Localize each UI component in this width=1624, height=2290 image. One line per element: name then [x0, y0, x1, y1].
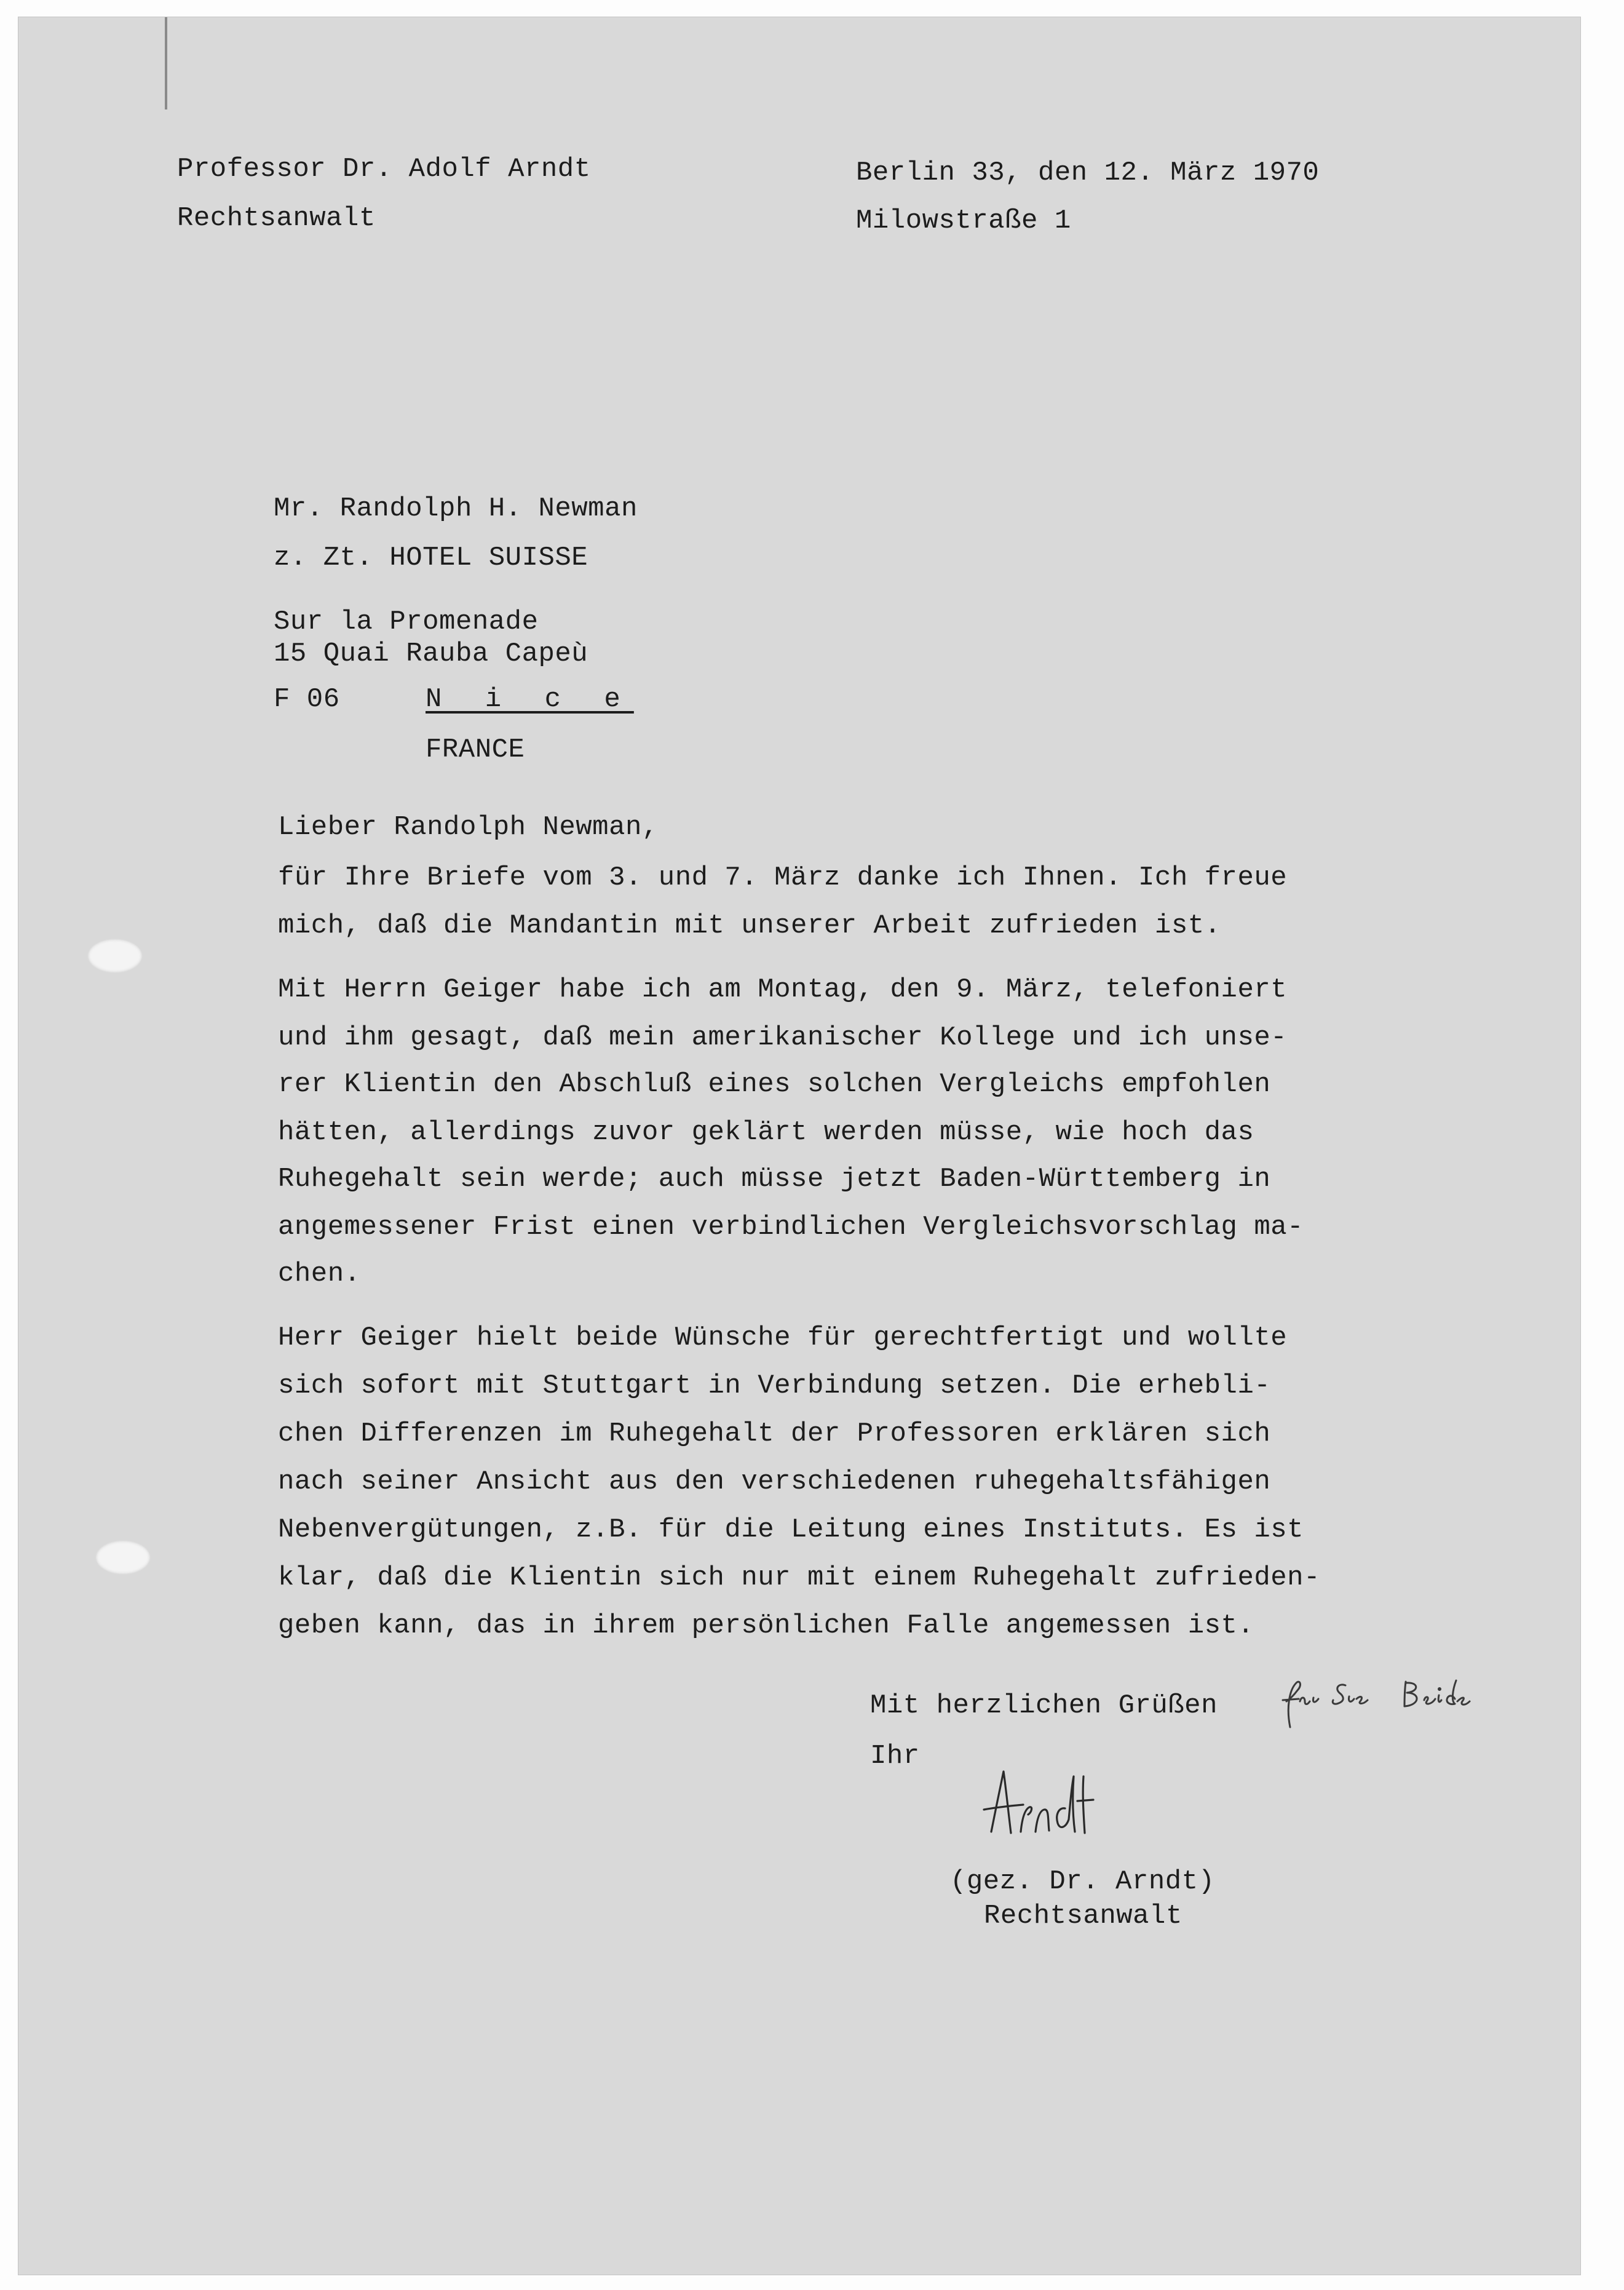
recipient-care-of: z. Zt. HOTEL SUISSE	[274, 543, 588, 573]
punch-hole-bottom	[95, 1540, 151, 1575]
paragraph-3-line: klar, daß die Klientin sich nur mit einem Ruhegehalt zufrieden-	[278, 1562, 1320, 1593]
paragraph-3-line: geben kann, das in ihrem persönlichen Falle angemessen ist.	[278, 1610, 1254, 1641]
signature-arndt	[973, 1764, 1108, 1844]
paragraph-3-line: Herr Geiger hielt beide Wünsche für gerechtfertigt und wollte	[278, 1322, 1288, 1353]
salutation: Lieber Randolph Newman,	[278, 812, 659, 843]
closing-ihr: Ihr	[870, 1741, 920, 1771]
recipient-name: Mr. Randolph H. Newman	[274, 493, 638, 524]
punch-hole-top	[87, 939, 143, 973]
paragraph-2-line: Ruhegehalt sein werde; auch müsse jetzt Baden-Württemberg in	[278, 1164, 1271, 1195]
recipient-street: Sur la Promenade	[274, 606, 539, 637]
paragraph-3-line: nach seiner Ansicht aus den verschiedenen ruhegehaltsfähigen	[278, 1466, 1271, 1497]
recipient-country: FRANCE	[426, 734, 525, 765]
sender-street: Milowstraße 1	[856, 205, 1071, 236]
recipient-postal-prefix: F 06	[274, 684, 340, 715]
signature-title: Rechtsanwalt	[984, 1901, 1182, 1931]
sender-title: Rechtsanwalt	[177, 203, 376, 234]
paragraph-2-line: chen.	[278, 1258, 361, 1289]
paragraph-3-line: chen Differenzen im Ruhegehalt der Professoren erklären sich	[278, 1418, 1271, 1449]
handwritten-addition	[1278, 1672, 1475, 1739]
paragraph-2-line: Mit Herrn Geiger habe ich am Montag, den 9. März, telefoniert	[278, 974, 1288, 1005]
recipient-quai: 15 Quai Rauba Capeù	[274, 638, 588, 669]
paragraph-2-line: hätten, allerdings zuvor geklärt werden müsse, wie hoch das	[278, 1117, 1254, 1148]
fold-mark	[165, 17, 167, 109]
recipient-city: N i c e	[426, 684, 634, 715]
closing-greeting: Mit herzlichen Grüßen	[870, 1690, 1218, 1721]
paragraph-3-line: Nebenvergütungen, z.B. für die Leitung eines Instituts. Es ist	[278, 1514, 1304, 1545]
paragraph-2-line: und ihm gesagt, daß mein amerikanischer Kollege und ich unse-	[278, 1022, 1288, 1053]
paragraph-2-line: rer Klientin den Abschluß eines solchen Vergleichs empfohlen	[278, 1069, 1271, 1100]
paragraph-1-line: für Ihre Briefe vom 3. und 7. März danke ich Ihnen. Ich freue	[278, 862, 1288, 893]
paragraph-3-line: sich sofort mit Stuttgart in Verbindung setzen. Die erhebli-	[278, 1370, 1271, 1401]
signature-typed: (gez. Dr. Arndt)	[950, 1866, 1215, 1897]
place-date: Berlin 33, den 12. März 1970	[856, 157, 1320, 188]
paragraph-2-line: angemessener Frist einen verbindlichen Vergleichsvorschlag ma-	[278, 1212, 1304, 1242]
paragraph-1-line: mich, daß die Mandantin mit unserer Arbeit zufrieden ist.	[278, 910, 1221, 941]
sender-name: Professor Dr. Adolf Arndt	[177, 154, 591, 185]
